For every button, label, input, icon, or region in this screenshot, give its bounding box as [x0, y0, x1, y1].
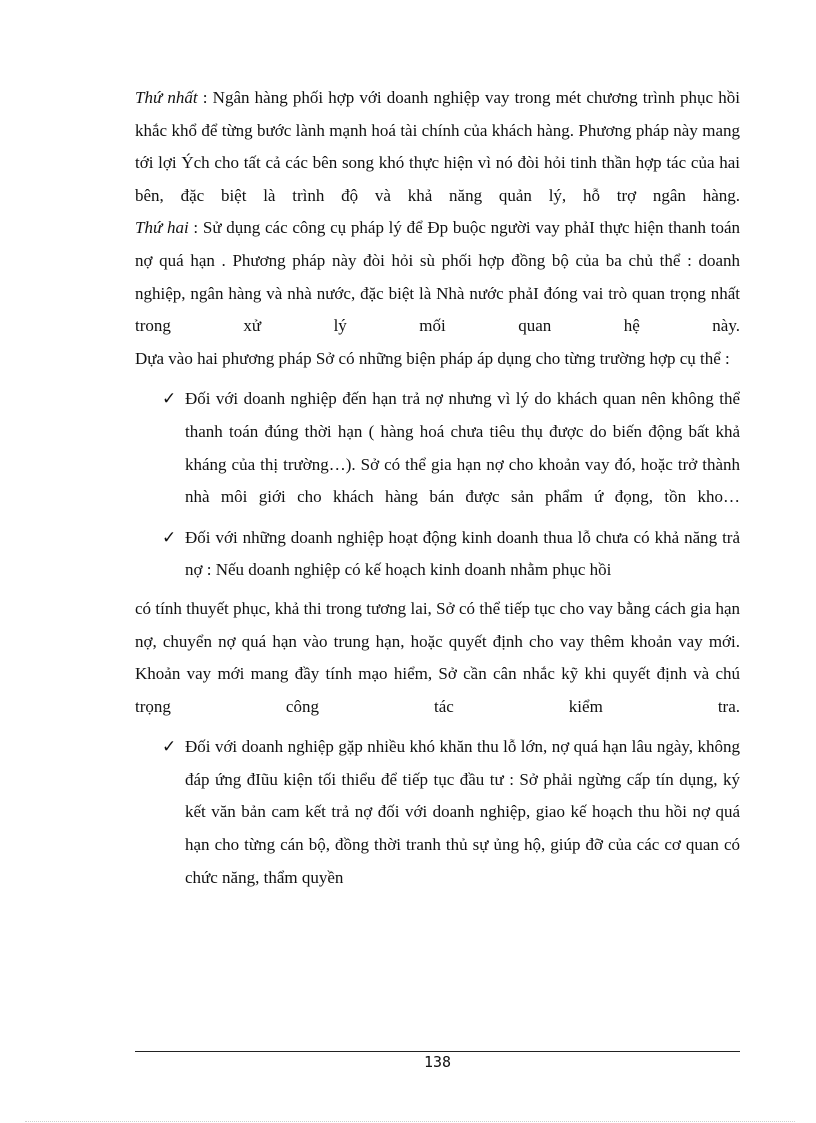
- page-bottom-edge: [25, 1121, 795, 1122]
- method-two-lead: Thứ hai: [135, 218, 189, 238]
- checkmark-icon: ✓: [162, 737, 177, 758]
- method-one-body: : Ngân hàng phối hợp với doanh nghiệp vay trong mét chương trình phục hồi khắc khổ để từng bước lành mạnh hoá tài chính của khách hàng. Phương pháp này mang tới lợi Ých cho tất cả các bên song khó thực hiện vì nó đòi hỏi tinh thần hợp tác của hai bên, đặc biệt là trình độ và khả năng quản lý, hỗ trợ ngân hàng.: [135, 88, 740, 205]
- paragraph-method-one: [135, 82, 740, 212]
- checkmark-icon: ✓: [162, 389, 177, 410]
- page-number: 138: [423, 1053, 452, 1071]
- checkmark-icon: ✓: [162, 527, 177, 548]
- footer-divider: [135, 1051, 740, 1052]
- bullet-text: Đối với doanh nghiệp gặp nhiều khó khăn thu lỗ lớn, nợ quá hạn lâu ngày, không đáp ứng đIũu kiện tối thiểu để tiếp tục đầu tư : Sở phải ngừng cấp tín dụng, ký kết văn bản cam kết trả nợ đối với doanh nghiệp, giao kế hoạch thu hồi nợ quá hạn cho từng cán bộ, đồng thời tranh thủ sự ủng hộ, giúp đỡ của các cơ quan có chức năng, thẩm quyền: [185, 737, 740, 887]
- method-two-body: : Sử dụng các công cụ pháp lý để Đp buộc người vay phảI thực hiện thanh toán nợ quá hạn . Phương pháp này đòi hỏi sù phối hợp đồng bộ của ba chủ thể : doanh nghiệp, ngân hàng và nhà nước, đặc biệt là Nhà nước phảI đóng vai trò quan trọng nhất trong xử lý mối quan hệ này.: [135, 218, 740, 336]
- paragraph-continuation: có tính thuyết phục, khả thi trong tương lai, Sở có thể tiếp tục cho vay bằng cách gia hạn nợ, chuyển nợ quá hạn vào trung hạn, hoặc quyết định cho vay thêm khoản vay mới. Khoản vay mới mang đầy tính mạo hiểm, Sở cần cân nhắc kỹ khi quyết định và chú trọng công tác kiểm tra.: [135, 598, 740, 716]
- bullet-item-overdue-objective: [135, 383, 740, 513]
- paragraph-method-two: [135, 212, 740, 342]
- bullet-item-loss-making: [135, 522, 740, 587]
- bullet-text: Đối với những doanh nghiệp hoạt động kinh doanh thua lỗ chưa có khả năng trả nợ : Nếu doanh nghiệp có kế hoạch kinh doanh nhằm phục hồi: [185, 527, 740, 580]
- body-text: [135, 82, 740, 894]
- bullet-item-severe-difficulty: [135, 731, 740, 894]
- paragraph-intro-measures: Dựa vào hai phương pháp Sở có những biện pháp áp dụng cho từng trường hợp cụ thể :: [135, 348, 730, 368]
- bullet-text: Đối với doanh nghiệp đến hạn trả nợ nhưng vì lý do khách quan nên không thể thanh toán đúng thời hạn ( hàng hoá chưa tiêu thụ được do biến động bất khả kháng của thị trường…). Sở có thể gia hạn nợ cho khoản vay đó, hoặc trở thành nhà môi giới cho khách hàng bán được sản phẩm ứ đọng, tồn kho…: [185, 389, 740, 507]
- method-one-lead: Thứ nhất: [135, 88, 198, 107]
